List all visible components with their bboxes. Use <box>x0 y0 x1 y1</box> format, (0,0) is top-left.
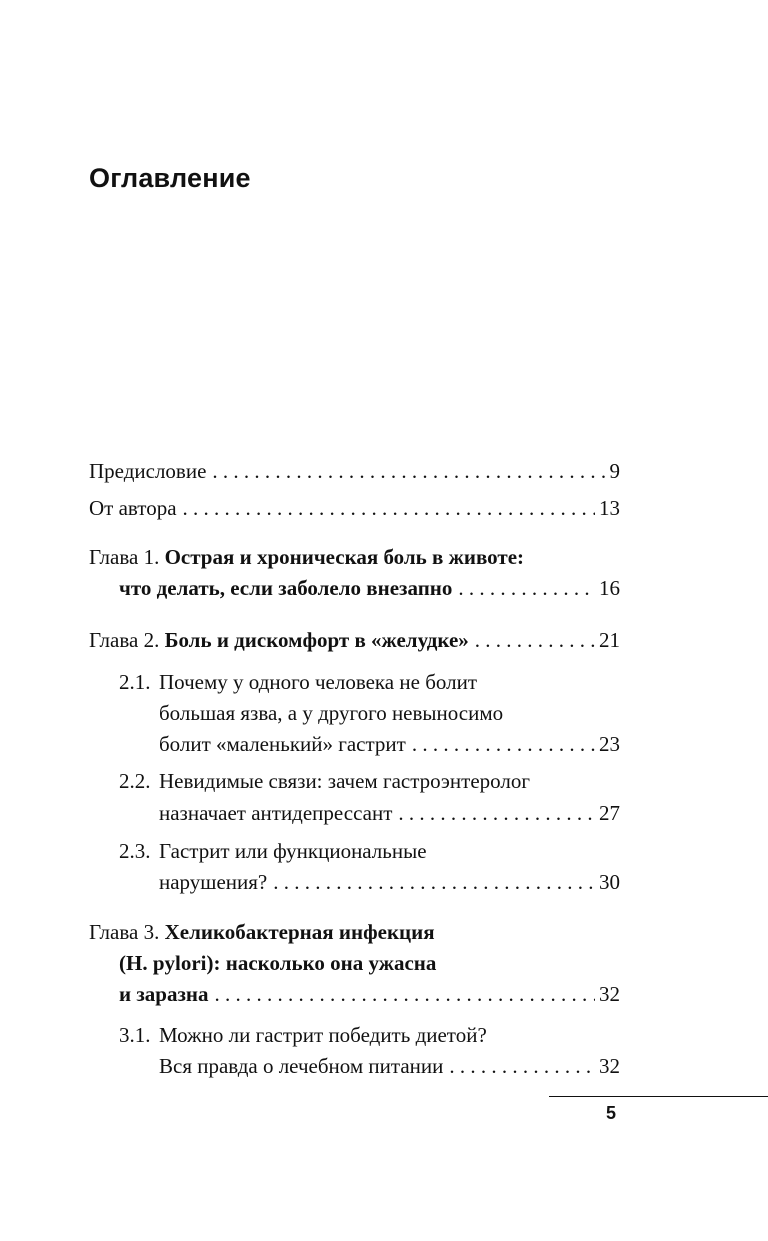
toc-section-2-1-line-1[interactable] <box>159 666 620 698</box>
toc-leader-dots <box>215 978 595 1010</box>
toc-entry-preface[interactable] <box>89 455 620 487</box>
chapter-title: Боль и дискомфорт в «желудке» <box>164 628 469 652</box>
chapter-title: что делать, если заболело внезапно <box>119 576 453 600</box>
chapter-title: и заразна <box>119 982 209 1006</box>
toc-chapter-1-line-2[interactable] <box>119 572 620 604</box>
section-number: 2.2. <box>119 769 151 793</box>
footer-rule <box>549 1096 768 1097</box>
toc-page-number: 16 <box>599 576 620 600</box>
chapter-title: Острая и хроническая боль в животе: <box>164 545 525 569</box>
toc-section-2-3-line-1[interactable] <box>159 835 620 867</box>
toc-section-2-1-line-3[interactable] <box>159 728 620 760</box>
chapter-label: Глава 3. <box>89 920 160 944</box>
chapter-title: Хеликобактерная инфекция <box>164 920 435 944</box>
toc-chapter-2[interactable] <box>89 624 620 656</box>
toc-section-2-1-line-2[interactable] <box>159 697 620 729</box>
toc-page-number: 23 <box>599 732 620 756</box>
chapter-title: (H. pylori): насколько она ужасна <box>119 951 437 975</box>
toc-leader-dots <box>398 797 595 829</box>
section-title: болит «маленький» гастрит <box>159 732 406 756</box>
section-title: назначает антидепрессант <box>159 801 393 825</box>
toc-chapter-3-line-1[interactable] <box>89 916 620 948</box>
section-title: большая язва, а у другого невыносимо <box>159 701 504 725</box>
toc-page-number: 32 <box>599 1054 620 1078</box>
toc-leader-dots <box>458 572 595 604</box>
toc-page-number: 21 <box>599 628 620 652</box>
toc-page-number: 30 <box>599 870 620 894</box>
toc-chapter-3-line-3[interactable] <box>119 978 620 1010</box>
toc-section-3-1-line-1[interactable] <box>159 1019 620 1051</box>
page-number: 5 <box>606 1103 617 1123</box>
toc-entry-text: Предисловие <box>89 459 207 483</box>
toc-page-number: 13 <box>599 496 620 520</box>
toc-leader-dots <box>449 1050 595 1082</box>
toc-leader-dots <box>412 728 595 760</box>
chapter-label: Глава 2. <box>89 628 160 652</box>
section-title: Вся правда о лечебном питании <box>159 1054 444 1078</box>
toc-leader-dots <box>212 455 605 487</box>
section-title: Можно ли гастрит победить диетой? <box>159 1023 487 1047</box>
section-number: 2.3. <box>119 839 151 863</box>
section-title: нарушения? <box>159 870 268 894</box>
toc-section-2-2-line-1[interactable] <box>159 765 620 797</box>
toc-chapter-1-line-1[interactable] <box>89 541 620 573</box>
toc-leader-dots <box>183 492 595 524</box>
toc-leader-dots <box>475 624 595 656</box>
section-number: 3.1. <box>119 1023 151 1047</box>
section-number: 2.1. <box>119 670 151 694</box>
toc-entry-text: От автора <box>89 496 177 520</box>
toc-page-number: 27 <box>599 801 620 825</box>
section-title: Почему у одного человека не болит <box>159 670 477 694</box>
toc-section-2-2-line-2[interactable] <box>159 797 620 829</box>
toc-chapter-3-line-2[interactable] <box>119 947 620 979</box>
section-title: Гастрит или функциональные <box>159 839 427 863</box>
section-title: Невидимые связи: зачем гастроэнтеролог <box>159 769 530 793</box>
chapter-label: Глава 1. <box>89 545 160 569</box>
toc-entry-from-author[interactable] <box>89 492 620 524</box>
page-title: Оглавление <box>89 163 251 193</box>
toc-section-3-1-line-2[interactable] <box>159 1050 620 1082</box>
toc-page-number: 32 <box>599 982 620 1006</box>
toc-leader-dots <box>273 866 595 898</box>
toc-section-2-3-line-2[interactable] <box>159 866 620 898</box>
toc-page-number: 9 <box>609 459 620 483</box>
